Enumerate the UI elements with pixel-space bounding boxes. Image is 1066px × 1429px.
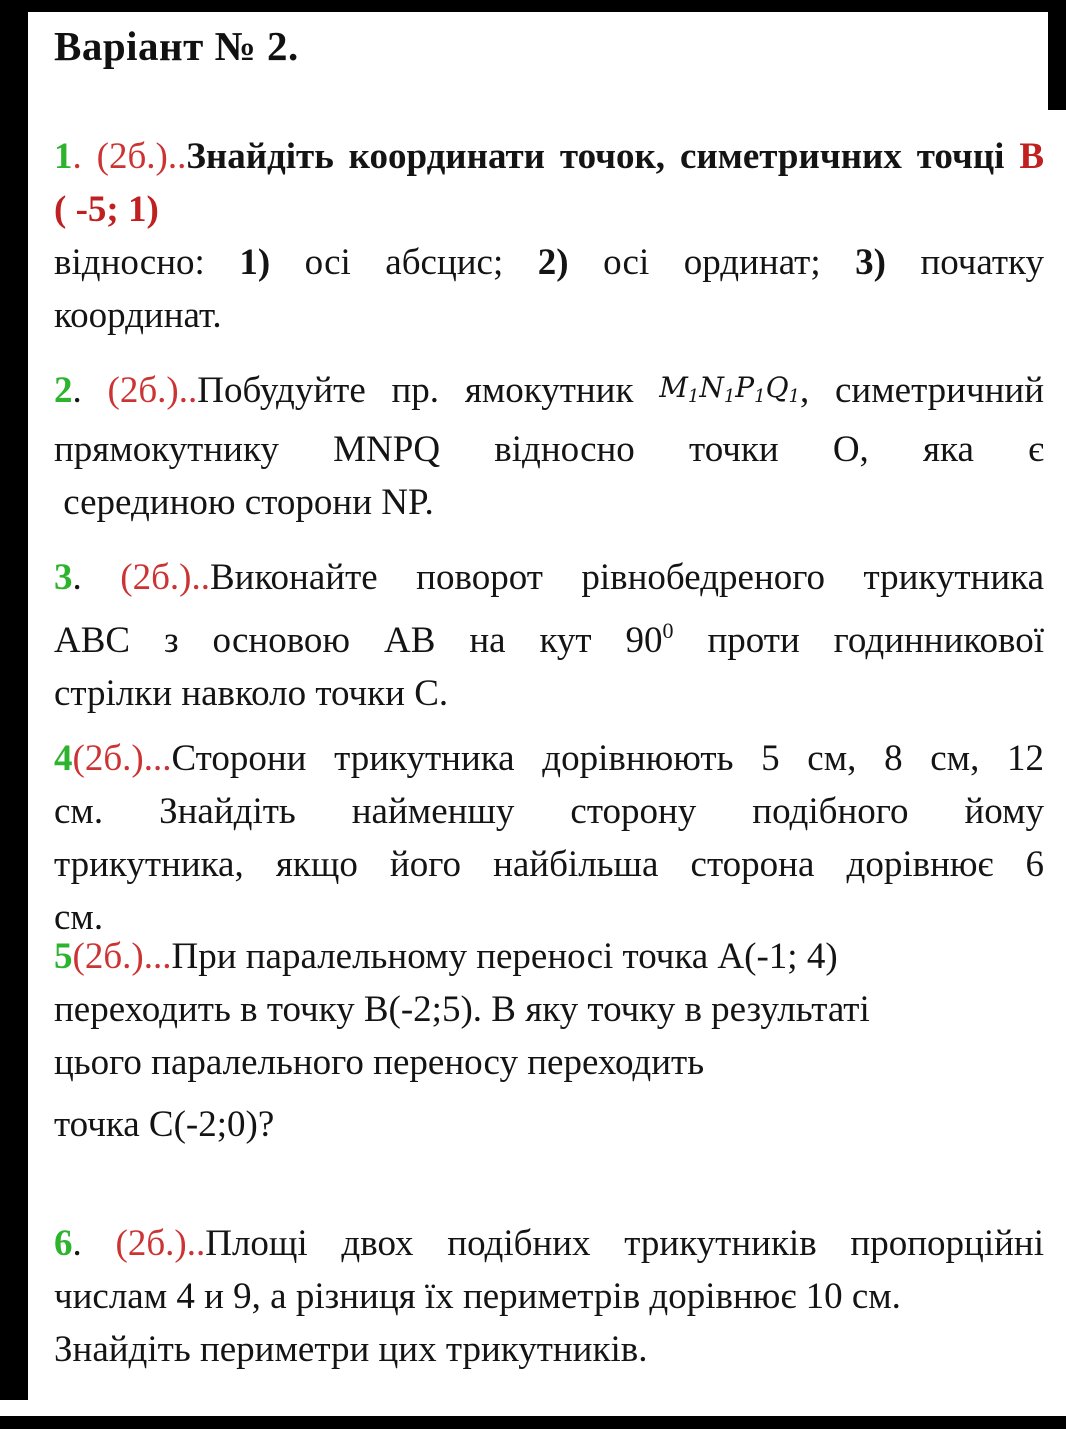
text-line (54, 130, 1044, 183)
text-line (54, 1036, 1044, 1089)
text-segment: цього паралельного переносу переходить (54, 1042, 705, 1083)
text-line (54, 1323, 1044, 1376)
text-segment: (2б.).. (107, 370, 198, 411)
text-segment: Знайдіть координати точок, симетричних точці (186, 136, 1020, 177)
text-segment: Виконайте поворот рівнобедреного трикутника (209, 557, 1044, 598)
text-segment: 1 (54, 136, 73, 177)
text-line (54, 838, 1044, 891)
text-segment: 1 (754, 386, 766, 407)
text-segment: точка С(-2;0)? (54, 1104, 275, 1145)
text-segment: (2б.)... (72, 738, 172, 779)
problem-1 (54, 130, 1044, 342)
worksheet-page (54, 0, 1044, 1416)
text-segment: 4 (54, 738, 73, 779)
text-segment: Сторони трикутника дорівнюють 5 см, 8 см, 12 (171, 738, 1044, 779)
text-segment: 3) (855, 242, 921, 283)
letterbox-left-bar (0, 0, 28, 1400)
text-segment: осі ординат; (603, 242, 856, 283)
text-segment: трикутника, якщо його найбільша сторона дорівнює 6 (54, 844, 1044, 885)
text-segment: . (72, 1223, 116, 1264)
text-segment: см. (54, 897, 104, 938)
text-line (54, 983, 1044, 1036)
text-segment: Площі двох подібних трикутників пропорційні (205, 1223, 1044, 1264)
text-segment: 3 (54, 557, 73, 598)
problem-3 (54, 551, 1044, 720)
text-segment: M (659, 371, 688, 404)
text-segment: При паралельному переносі точка А(-1; 4) (171, 936, 838, 977)
text-line (54, 423, 1044, 476)
text-line (54, 183, 1044, 236)
text-line (54, 361, 1044, 423)
text-line (54, 930, 1044, 983)
text-segment: початку (920, 242, 1045, 283)
text-segment: 1 (687, 386, 700, 407)
text-segment: 1 (788, 386, 800, 407)
problem-4 (54, 732, 1044, 944)
text-segment: (2б.).. (120, 557, 210, 598)
text-segment: . (2б.).. (72, 136, 187, 177)
problem-5 (54, 930, 1044, 1151)
text-segment: В (1019, 136, 1045, 177)
text-segment: 2 (54, 370, 73, 411)
text-segment: 6 (54, 1223, 73, 1264)
text-line (54, 732, 1044, 785)
letterbox-right-bar (1048, 0, 1066, 110)
text-line (54, 476, 1044, 529)
text-line (54, 1098, 1044, 1151)
text-segment: (2б.).. (115, 1223, 206, 1264)
text-segment: N (699, 371, 724, 404)
text-line (54, 1270, 1044, 1323)
problem-6 (54, 1217, 1044, 1376)
text-segment: . (72, 557, 121, 598)
text-segment: см. Знайдіть найменшу сторону подібного йому (54, 791, 1044, 832)
text-segment: Q (765, 371, 789, 404)
text-line (54, 1217, 1044, 1270)
text-segment: ( -5; 1) (54, 189, 159, 230)
page-title: Варіант № 2. (54, 23, 299, 69)
text-segment: 1 (723, 386, 736, 407)
text-line (54, 604, 1044, 667)
text-segment: . (72, 370, 108, 411)
text-segment: Побудуйте пр. ямокутник (197, 370, 660, 411)
letterbox-bottom-bar (0, 1416, 1066, 1429)
text-segment: 2) (537, 242, 604, 283)
text-segment: АВС з основою АВ на кут 90 (54, 620, 663, 661)
text-segment: серединою сторони NP. (54, 482, 434, 523)
text-segment: P (735, 371, 755, 404)
text-segment: переходить в точку В(-2;5). В яку точку в результаті (54, 989, 870, 1030)
text-segment: прямокутнику MNPQ відносно точки О, яка є (54, 429, 1044, 470)
text-segment: 0 (662, 618, 674, 643)
text-line (54, 236, 1044, 289)
text-segment: проти годинникової (673, 620, 1044, 661)
text-line (54, 667, 1044, 720)
text-segment: , симетричний (800, 370, 1044, 411)
text-line (54, 551, 1044, 604)
text-segment: стрілки навколо точки С. (54, 673, 449, 714)
text-segment: числам 4 и 9, а різниця їх периметрів дорівнює 10 см. (54, 1276, 901, 1317)
text-line (54, 289, 1044, 342)
text-segment: осі абсцис; (304, 242, 538, 283)
text-segment: координат. (54, 295, 222, 336)
text-segment: Знайдіть периметри цих трикутників. (54, 1329, 648, 1370)
text-segment: 5 (54, 936, 73, 977)
text-segment: відносно: (54, 242, 240, 283)
text-segment: (2б.)... (72, 936, 172, 977)
text-line (54, 785, 1044, 838)
problem-2 (54, 361, 1044, 529)
text-segment: 1) (239, 242, 305, 283)
